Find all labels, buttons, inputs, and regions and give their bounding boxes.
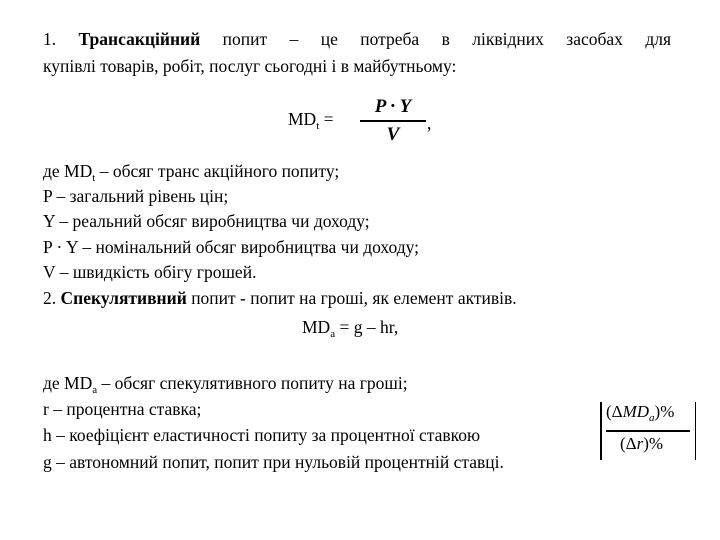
formula2-sub: a (330, 328, 336, 340)
formula1-eq: = (323, 109, 334, 129)
para2-text: попит - попит на гроші, як елемент активів. (186, 288, 517, 308)
elasticity-numerator (606, 402, 674, 424)
formula1-md: MD (288, 109, 317, 129)
num-close: )% (654, 402, 675, 421)
def-y: Y – реальний обсяг виробництва чи доходу; (43, 211, 370, 231)
abs-right-bar (695, 402, 697, 460)
def-h: h – коефіцієнт еластичності попиту за процентної ставкою (43, 425, 481, 445)
formula2 (302, 316, 398, 345)
den-close: )% (643, 434, 664, 453)
term-speculative: Спекулятивний (60, 288, 187, 308)
def-py: P · Y – номінальний обсяг виробництва чи доходу; (43, 237, 420, 257)
formula1-fraction (360, 96, 426, 146)
def-mda (43, 372, 408, 401)
formula1-denominator: V (386, 123, 400, 145)
para1-number: 1. (43, 29, 57, 49)
para1-line1 (43, 28, 671, 50)
formula2-rhs: = g – hr, (335, 317, 399, 337)
term-transactional: Трансакційний (78, 29, 201, 49)
elasticity-denominator (620, 434, 663, 454)
num-md: MD (622, 402, 650, 421)
def-mda-text: – обсяг спекулятивного попиту на гроші; (97, 373, 408, 393)
para1-line2: купівлі товарів, робіт, послуг сьогодні і в майбутньому: (43, 56, 457, 76)
elasticity-fraction-bar (606, 430, 690, 432)
def-mdt-symbol: де MD (43, 161, 93, 181)
def-mdt-sub: t (92, 172, 96, 184)
para2 (43, 287, 517, 309)
formula2-md: MD (302, 317, 331, 337)
def-mda-symbol: де MD (43, 373, 93, 393)
fraction-bar (360, 120, 426, 122)
num-sub: a (649, 412, 655, 424)
den-open: (Δ (620, 434, 637, 453)
def-v: V – швидкість обігу грошей. (43, 262, 257, 282)
formula1-numerator: P · Y (374, 96, 412, 117)
abs-left-bar (600, 402, 602, 460)
def-p: P – загальний рівень цін; (43, 186, 229, 206)
formula1-comma: , (427, 113, 432, 133)
formula1-sub: t (316, 120, 320, 132)
def-g: g – автономний попит, попит при нульовій процентній ставці. (43, 452, 504, 472)
den-r: r (636, 434, 644, 453)
formula1-lhs (288, 108, 334, 137)
def-r: r – процентна ставка; (43, 399, 202, 419)
num-open: (Δ (606, 402, 623, 421)
def-mdt-text: – обсяг транс акційного попиту; (95, 161, 340, 181)
elasticity-formula (598, 400, 698, 462)
para1-text: попит – це потреба в ліквідних засобах для (222, 29, 672, 49)
para2-number: 2. (43, 288, 57, 308)
def-mda-sub: a (92, 384, 98, 396)
